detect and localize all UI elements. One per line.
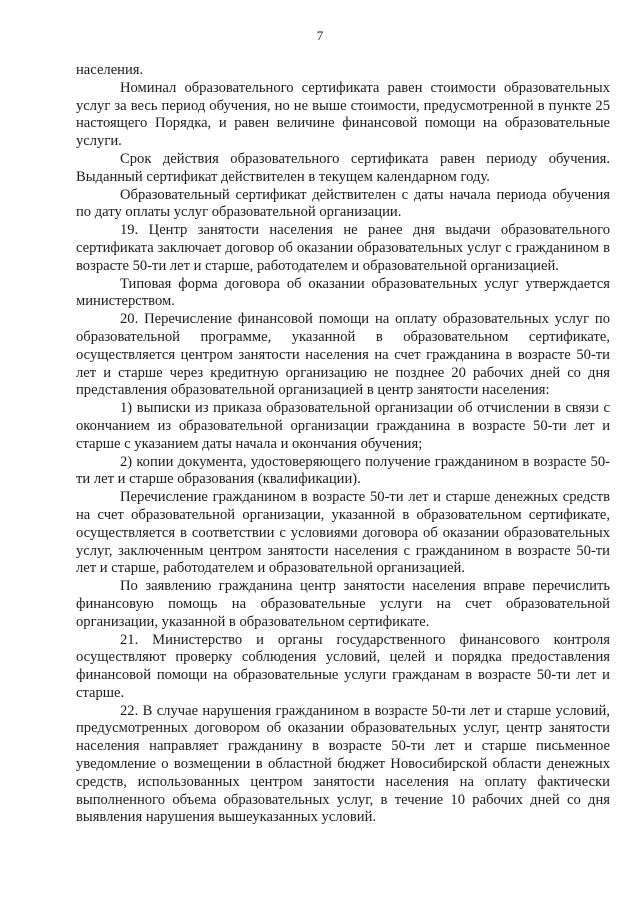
- page-number: 7: [316, 28, 324, 43]
- paragraph-contract-form: Типовая форма договора об оказании образовательных услуг утверждается министерством.: [76, 275, 610, 310]
- document-body: [76, 62, 610, 827]
- paragraph-certificate-validity-period: Срок действия образовательного сертификата равен периоду обучения. Выданный сертификат действителен в текущем календарном году.: [76, 150, 610, 185]
- paragraph-certificate-nominal: Номинал образовательного сертификата равен стоимости образовательных услуг за весь период обучения, но не выше стоимости, предусмотренной в пункте 25 настоящего Порядка, и равен величине финансовой помощи на образовательные услуги.: [76, 79, 610, 150]
- paragraph-item-19: 19. Центр занятости населения не ранее дня выдачи образовательного сертификата заключает договор об оказании образовательных услуг с гражданином в возрасте 50-ти лет и старше, работодателем и образовательной организацией.: [76, 222, 610, 274]
- paragraph-item-20: 20. Перечисление финансовой помощи на оплату образовательных услуг по образовательной программе, указанной в образовательном сертификате, осуществляется центром занятости населения на счет гражданина в возрасте 50-ти лет и старше через кредитную организацию не позднее 20 рабочих дней со дня представления образовательной организацией в центр занятости населения:: [76, 311, 610, 399]
- paragraph-citizen-application: По заявлению гражданина центр занятости населения вправе перечислить финансовую помощь на образовательные услуги на счет образовательной организации, указанной в образовательном сертификате.: [76, 578, 610, 630]
- paragraph-subitem-1: 1) выписки из приказа образовательной организации об отчислении в связи с окончанием из образовательной организации гражданина в возрасте 50-ти лет и старше с указанием даты начала и окончания обучения;: [76, 400, 610, 452]
- paragraph-transfer-funds: Перечисление гражданином в возрасте 50-ти лет и старше денежных средств на счет образовательной организации, указанной в образовательном сертификате, осуществляется в соответствии с условиями договора об оказании образовательных услуг, заключенным центром занятости населения с гражданином в возрасте 50-ти лет и старше, работодателем и образовательной организацией.: [76, 489, 610, 577]
- paragraph-item-22: 22. В случае нарушения гражданином в возрасте 50-ти лет и старше условий, предусмотренных договором об оказании образовательных услуг, центр занятости населения направляет гражданину в возрасте 50-ти лет и старше письменное уведомление о возмещении в областной бюджет Новосибирской области денежных средств, использованных центром занятости населения на оплату фактически выполненного объема образовательных услуг, в течение 10 рабочих дней со дня выявления нарушения вышеуказанных условий.: [76, 702, 610, 826]
- paragraph-continuation: населения.: [76, 62, 144, 78]
- paragraph-certificate-validity-dates: Образовательный сертификат действителен с даты начала периода обучения по дату оплаты услуг образовательной организации.: [76, 186, 610, 221]
- paragraph-subitem-2: 2) копии документа, удостоверяющего получение гражданином в возрасте 50-ти лет и старше образования (квалификации).: [76, 453, 610, 488]
- paragraph-item-21: 21. Министерство и органы государственного финансового контроля осуществляют проверку соблюдения условий, целей и порядка предоставления финансовой помощи на образовательные услуги гражданам в возрасте 50-ти лет и старше.: [76, 631, 610, 701]
